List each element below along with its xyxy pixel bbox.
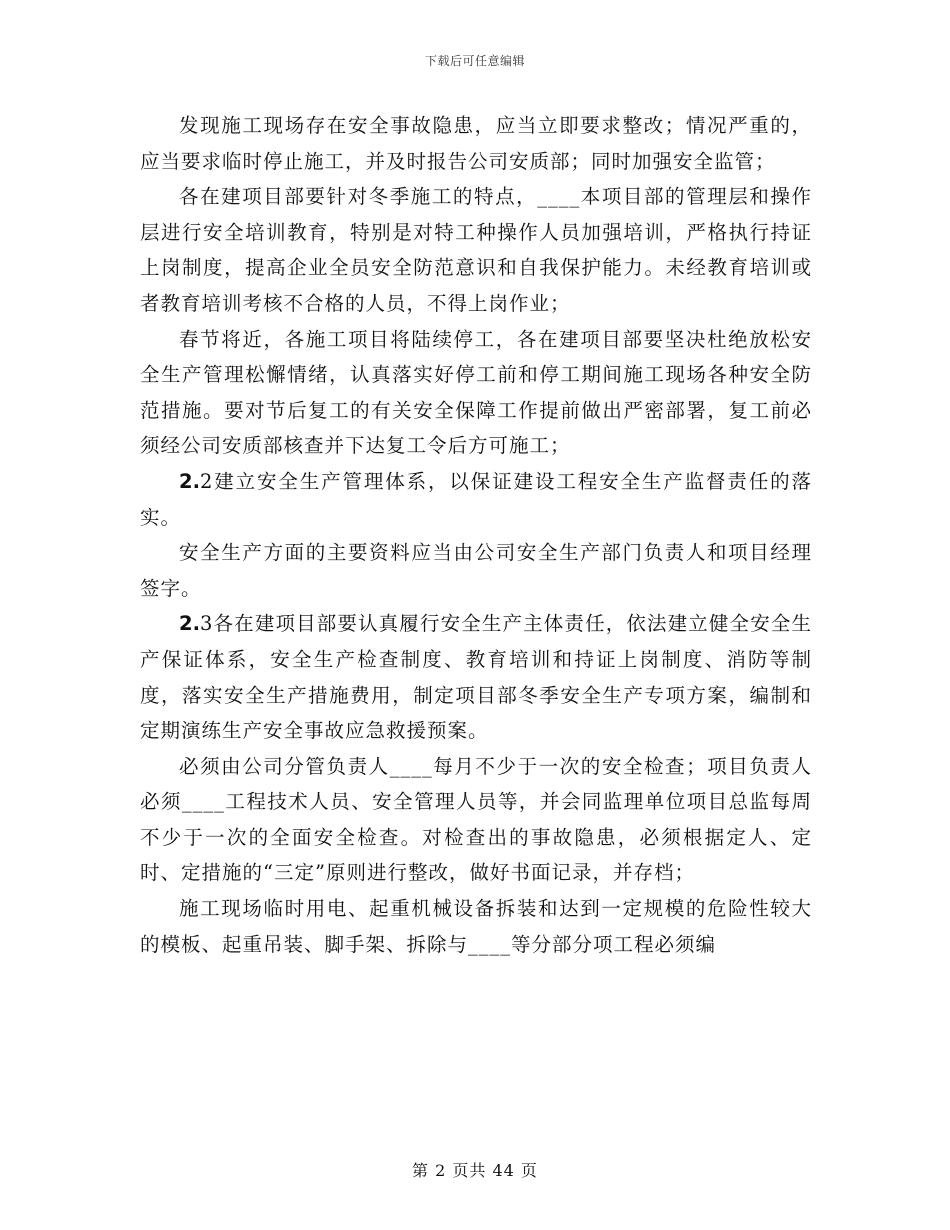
paragraph-text: 2建立安全生产管理体系，以保证建设工程安全生产监督责任的落实。 (140, 469, 812, 529)
paragraph-number: 2. (179, 469, 200, 493)
paragraph-4 (140, 464, 812, 535)
paragraph-2 (140, 179, 812, 321)
header-note: 下载后可任意编辑 (424, 54, 525, 68)
paragraph-text: 必须由公司分管负责人____每月不少于一次的安全检查；项目负责人必须____工程技术人员、安全管理人员等，并会同监理单位项目总监每周不少于一次的全面安全检查。对检查出的事故隐患，必须根据定人、定时、定措施的“三定”原则进行整改，做好书面记录，并存档； (140, 754, 812, 885)
paragraph-5 (140, 535, 812, 606)
paragraph-text: 3各在建项目部要认真履行安全生产主体责任，依法建立健全安全生产保证体系，安全生产检查制度、教育培训和持证上岗制度、消防等制度，落实安全生产措施费用，制定项目部冬季安全生产专项方案，编制和定期演练生产安全事故应急救援预案。 (140, 612, 812, 743)
paragraph-1 (140, 108, 812, 179)
paragraph-7 (140, 749, 812, 891)
paragraph-text: 春节将近，各施工项目将陆续停工，各在建项目部要坚决杜绝放松安全生产管理松懈情绪，认真落实好停工前和停工期间施工现场各种安全防范措施。要对节后复工的有关安全保障工作提前做出严密部署，复工前必须经公司安质部核查并下达复工令后方可施工； (140, 327, 812, 458)
paragraph-text: 安全生产方面的主要资料应当由公司安全生产部门负责人和项目经理签字。 (140, 541, 812, 600)
paragraph-6 (140, 606, 812, 748)
paragraph-text: 各在建项目部要针对冬季施工的特点，____本项目部的管理层和操作层进行安全培训教育，特别是对特工种操作人员加强培训，严格执行持证上岗制度，提高企业全员安全防范意识和自我保护能力。未经教育培训或者教育培训考核不合格的人员，不得上岗作业； (140, 185, 812, 315)
paragraph-3 (140, 322, 812, 464)
document-body (140, 108, 812, 962)
paragraph-text: 施工现场临时用电、起重机械设备拆装和达到一定规模的危险性较大的模板、起重吊装、脚手架、拆除与____等分部分项工程必须编 (140, 897, 812, 956)
paragraph-number: 2. (179, 612, 200, 636)
paragraph-text: 发现施工现场存在安全事故隐患，应当立即要求整改；情况严重的，应当要求临时停止施工，并及时报告公司安质部；同时加强安全监管； (140, 114, 812, 173)
page-number-footer: 第 2 页共 44 页 (412, 1161, 538, 1180)
paragraph-8 (140, 891, 812, 962)
